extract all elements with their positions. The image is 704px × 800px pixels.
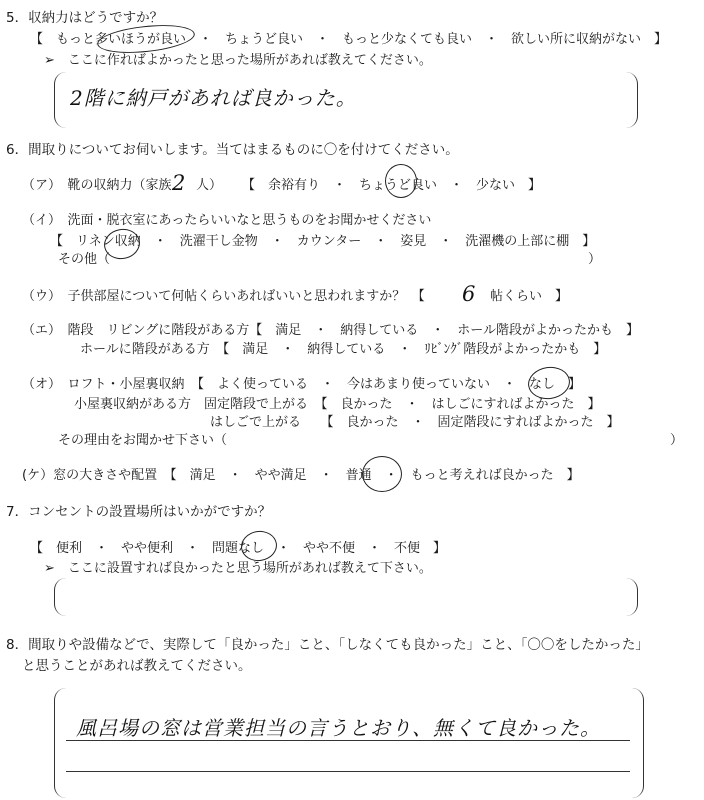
q6e-line1: （エ） 階段 リビングに階段がある方【 満足 ・ 納得している ・ ホール階段がよかったかも 】: [22, 323, 639, 338]
bleed-through-text: [360, 2, 363, 12]
q8-title: 8．間取りや設備などで、実際して「良かった」こと、「しなくても良かった」こと、「〇〇をしたかった」: [6, 637, 649, 653]
q7-answer-box: [54, 578, 638, 616]
q8-handwritten-answer: 風呂場の窓は営業担当の言うとおり、無くて良かった。: [76, 716, 601, 740]
q5-prompt: ➢ ここに作ればよかったと思った場所があれば教えてください。: [44, 53, 432, 68]
q5-selection-circle: [96, 21, 196, 57]
q8-title-line2: と思うことがあれば教えてください。: [22, 658, 252, 674]
q6a-label: （ア） 靴の収納力（家族: [22, 178, 172, 193]
q7-prompt: ➢ ここに設置すれば良かったと思う場所があれば教えて下さい。: [44, 561, 432, 576]
q6i-other-close: ）: [588, 252, 602, 267]
q7-selection-circle: [239, 529, 279, 564]
q6o-line1: （オ） ロフト・小屋裏収納 【 よく使っている ・ 今はあまり使っていない ・ なし 】: [22, 377, 582, 392]
q7-options: 【 便利 ・ やや便利 ・ 問題なし ・ やや不便 ・ 不便 】: [30, 541, 447, 556]
q6o-line4-close: ）: [670, 433, 684, 448]
q6o-line2: 小屋裏収納がある方 固定階段で上がる 【 良かった ・ はしごにすればよかった 】: [74, 397, 601, 412]
q6e-line2: ホールに階段がある方 【 満足 ・ 納得している ・ ﾘﾋﾞﾝｸﾞ階段がよかったかも 】: [80, 342, 607, 357]
q6ke-line: (ケ）窓の大きさや配置 【 満足 ・ やや満足 ・ 普通 ・ もっと考えれば良かった 】: [22, 468, 580, 483]
q8-answer-box: [54, 688, 644, 798]
q6a-family-count: 2: [172, 171, 187, 195]
q6-title: 6．間取りについてお伺いします。当てはまるものに〇を付けてください。: [6, 142, 459, 158]
q5-title: 5．収納力はどうですか？: [6, 10, 164, 26]
q6o-line3: はしごで上がる 【 良かった ・ 固定階段にすればよかった 】: [210, 415, 620, 430]
q6i-other: その他（: [58, 252, 111, 267]
q6u-unit: 帖くらい 】: [490, 289, 569, 304]
q8-writing-line-2: [66, 771, 630, 772]
q6i-options: 【 リネン収納 ・ 洗濯干し金物 ・ カウンター ・ 姿見 ・ 洗濯機の上部に棚 】: [50, 234, 596, 249]
q6u-answer: 6: [462, 282, 477, 306]
q6a-unit: 人）: [196, 178, 223, 193]
q5-options: 【 もっと多いほうが良い ・ ちょうど良い ・ もっと少なくても良い ・ 欲しい所に収納がない 】: [30, 32, 668, 47]
q8-writing-line-1: [66, 740, 630, 741]
q6ke-selection-circle: [362, 456, 402, 492]
q5-handwritten-answer: 2階に納戸があれば良かった。: [70, 86, 357, 110]
q6u-label: （ウ） 子供部屋について何帖くらいあればいいと思われますか？ 【: [22, 289, 425, 304]
q6a-selection-circle: [385, 164, 417, 198]
q6i-label: （イ） 洗面・脱衣室にあったらいいなと思うものをお聞かせください: [22, 213, 432, 228]
q6a-options: 【 余裕有り ・ ちょうど良い ・ 少ない 】: [242, 178, 542, 193]
q6o-line4: その理由をお聞かせ下さい（: [58, 433, 228, 448]
q7-title: 7．コンセントの設置場所はいかがですか？: [6, 504, 272, 520]
